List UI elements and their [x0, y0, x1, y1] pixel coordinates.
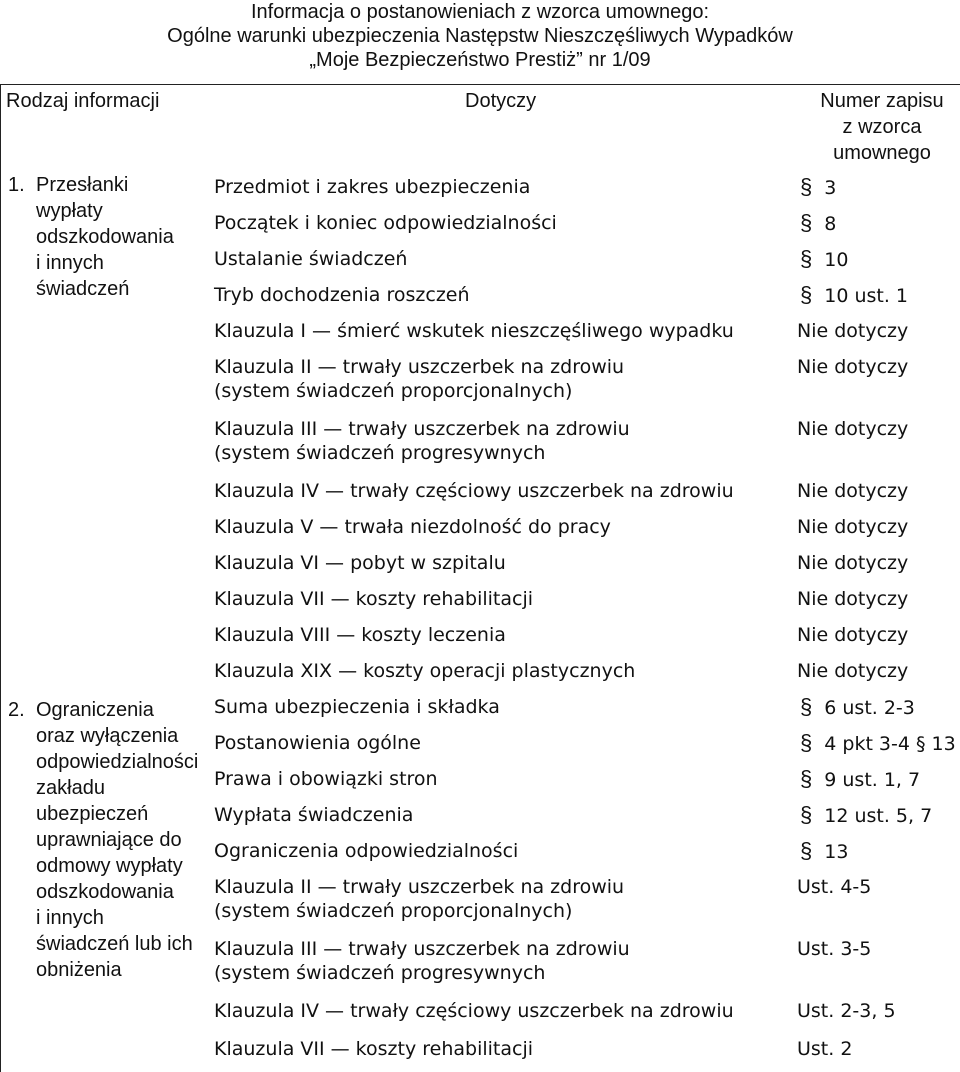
- row-subject-line: Prawa i obowiązki stron: [214, 768, 438, 790]
- row-subject-line: Ograniczenia odpowiedzialności: [214, 840, 519, 862]
- table-row: [0, 996, 960, 1032]
- row-subject-line: Klauzula V — trwała niezdolność do pracy: [214, 516, 611, 538]
- row-subject-line: Postanowienia ogólne: [214, 732, 421, 754]
- row-subject-line: (system świadczeń progresywnych: [214, 442, 546, 464]
- section-title-line: odmowy wypłaty: [36, 855, 183, 877]
- section-sign-icon: §: [800, 246, 813, 271]
- row-subject-line: Ustalanie świadczeń: [214, 248, 408, 270]
- section-title-line: odszkodowania: [36, 881, 174, 903]
- header-record-number-line-1: Numer zapisu: [820, 90, 944, 112]
- row-subject: [214, 587, 533, 611]
- row-reference: [797, 875, 871, 899]
- row-subject: [214, 355, 624, 403]
- section-sign-icon: §: [800, 802, 813, 827]
- document-title: [0, 0, 960, 72]
- row-subject: [214, 839, 518, 863]
- row-subject: [214, 767, 438, 791]
- table-row: [0, 476, 960, 512]
- header-record-number: [812, 88, 952, 166]
- row-subject: [214, 283, 470, 307]
- row-subject-line: (system świadczeń proporcjonalnych): [214, 900, 573, 922]
- row-subject-line: (system świadczeń proporcjonalnych): [214, 380, 573, 402]
- row-subject-line: Klauzula VII — koszty rehabilitacji: [214, 588, 534, 610]
- row-subject: [214, 875, 624, 923]
- table-row: [0, 280, 960, 316]
- section-sign-icon: §: [800, 730, 813, 755]
- section-title-line: uprawniające do: [36, 829, 182, 851]
- row-subject-line: Klauzula III — trwały uszczerbek na zdrowiu: [214, 418, 630, 440]
- reference-value: 8: [824, 213, 837, 235]
- reference-value: 9 ust. 1, 7: [824, 769, 921, 791]
- reference-value: Nie dotyczy: [797, 552, 909, 574]
- section-title-line: Ograniczenia: [36, 699, 154, 721]
- row-subject: [214, 803, 413, 827]
- row-subject-line: Klauzula VI — pobyt w szpitalu: [214, 552, 506, 574]
- table-row: [0, 934, 960, 984]
- section-sign-icon: §: [800, 282, 813, 307]
- row-reference: [800, 803, 932, 828]
- section-sign-icon: §: [800, 694, 813, 719]
- table-row: [0, 728, 960, 764]
- row-subject-line: Tryb dochodzenia roszczeń: [214, 284, 470, 306]
- table-row: [0, 656, 960, 692]
- section-title-line: świadczeń: [36, 278, 130, 300]
- reference-value: 13: [824, 841, 849, 863]
- row-subject-line: Przedmiot i zakres ubezpieczenia: [214, 176, 531, 198]
- header-record-number-line-3: umownego: [833, 142, 931, 164]
- reference-value: Ust. 4-5: [797, 876, 872, 898]
- reference-value: Nie dotyczy: [797, 516, 909, 538]
- reference-value: Ust. 2: [797, 1038, 853, 1060]
- row-subject-line: Wypłata świadczenia: [214, 804, 414, 826]
- row-subject: [214, 479, 734, 503]
- table-row: [0, 620, 960, 656]
- row-subject: [214, 515, 611, 539]
- row-reference: [797, 355, 908, 379]
- title-line-1: Informacja o postanowieniach z wzorca umownego:: [250, 1, 710, 23]
- title-line-2: Ogólne warunki ubezpieczenia Następstw Nieszczęśliwych Wypadków: [167, 25, 793, 47]
- section-sign-icon: §: [800, 838, 813, 863]
- row-subject-line: (system świadczeń progresywnych: [214, 962, 546, 984]
- section-title-line: i innych: [36, 252, 104, 274]
- section-title-line: obniżenia: [36, 959, 122, 981]
- row-subject: [214, 551, 506, 575]
- row-reference: [797, 587, 908, 611]
- reference-value: 12 ust. 5, 7: [824, 805, 933, 827]
- row-reference: [800, 283, 908, 308]
- row-subject-line: Klauzula II — trwały uszczerbek na zdrowiu: [214, 356, 625, 378]
- section-sign-icon: §: [800, 174, 813, 199]
- row-reference: [800, 767, 920, 792]
- reference-value: 10 ust. 1: [824, 285, 909, 307]
- section-title-line: i innych: [36, 907, 104, 929]
- row-subject: [214, 731, 421, 755]
- row-subject-line: Suma ubezpieczenia i składka: [214, 696, 500, 718]
- section-title-line: odpowiedzialności: [36, 751, 199, 773]
- row-subject: [214, 211, 557, 235]
- table-row: [0, 414, 960, 464]
- section-title-line: oraz wyłączenia: [36, 725, 179, 747]
- row-subject: [214, 623, 506, 647]
- row-reference: [797, 1037, 852, 1061]
- reference-value: 6 ust. 2-3: [824, 697, 915, 719]
- section-title-line: ubezpieczeń: [36, 803, 149, 825]
- table-row: [0, 836, 960, 872]
- section-number: 2.: [8, 699, 25, 721]
- section-title-line: świadczeń lub ich: [36, 933, 193, 955]
- table-row: [0, 352, 960, 402]
- row-reference: [797, 937, 871, 961]
- reference-value: Nie dotyczy: [797, 660, 909, 682]
- row-reference: [800, 175, 836, 200]
- row-reference: [797, 417, 908, 441]
- row-subject-line: Klauzula I — śmierć wskutek nieszczęśliwego wypadku: [214, 320, 734, 342]
- row-subject: [214, 1037, 533, 1061]
- row-subject-line: Klauzula VIII — koszty leczenia: [214, 624, 506, 646]
- table-row: [0, 1034, 960, 1070]
- reference-value: Nie dotyczy: [797, 418, 909, 440]
- row-subject-line: Klauzula IV — trwały częściowy uszczerbek na zdrowiu: [214, 480, 734, 502]
- row-subject: [214, 417, 630, 465]
- reference-value: Nie dotyczy: [797, 356, 909, 378]
- row-reference: [800, 247, 848, 272]
- row-reference: [800, 839, 848, 864]
- table-row: [0, 548, 960, 584]
- reference-value: Ust. 3-5: [797, 938, 872, 960]
- table-row: [0, 208, 960, 244]
- section-sign-icon: §: [800, 210, 813, 235]
- title-line-3: „Moje Bezpieczeństwo Prestiż” nr 1/09: [309, 49, 651, 71]
- row-subject: [214, 175, 530, 199]
- row-reference: [797, 515, 908, 539]
- section-number: 1.: [8, 174, 25, 196]
- row-subject-line: Klauzula III — trwały uszczerbek na zdrowiu: [214, 938, 630, 960]
- section-title-line: Przesłanki: [36, 174, 129, 196]
- table-row: [0, 244, 960, 280]
- reference-value: Nie dotyczy: [797, 480, 909, 502]
- table-row: [0, 764, 960, 800]
- table-row: [0, 512, 960, 548]
- row-reference: [800, 731, 956, 756]
- row-reference: [797, 999, 896, 1023]
- section-title-line: odszkodowania: [36, 226, 174, 248]
- row-subject-line: Klauzula XIX — koszty operacji plastycznych: [214, 660, 636, 682]
- reference-value: 10: [824, 249, 849, 271]
- table-row: [0, 800, 960, 836]
- reference-value: Ust. 2-3, 5: [797, 1000, 896, 1022]
- row-subject-line: Klauzula II — trwały uszczerbek na zdrowiu: [214, 876, 625, 898]
- section-title-line: zakładu: [36, 777, 105, 799]
- table-row: [0, 692, 960, 728]
- header-type-of-information: Rodzaj informacji: [6, 90, 160, 112]
- row-subject-line: Początek i koniec odpowiedzialności: [214, 212, 557, 234]
- reference-value: Nie dotyczy: [797, 624, 909, 646]
- table-row: [0, 316, 960, 352]
- row-reference: [797, 551, 908, 575]
- row-subject: [214, 247, 407, 271]
- reference-value: 4 pkt 3-4 § 13: [824, 733, 956, 755]
- row-subject: [214, 695, 500, 719]
- reference-value: Nie dotyczy: [797, 588, 909, 610]
- row-reference: [797, 659, 908, 683]
- row-reference: [797, 479, 908, 503]
- header-concerns: Dotyczy: [465, 90, 537, 112]
- row-subject: [214, 319, 734, 343]
- header-record-number-line-2: z wzorca: [842, 116, 922, 138]
- row-reference: [800, 695, 915, 720]
- row-subject: [214, 659, 635, 683]
- row-subject: [214, 999, 734, 1023]
- row-subject: [214, 937, 630, 985]
- section-title-line: wypłaty: [36, 200, 103, 222]
- table-row: [0, 172, 960, 208]
- row-subject-line: Klauzula IV — trwały częściowy uszczerbek na zdrowiu: [214, 1000, 734, 1022]
- section-sign-icon: §: [800, 766, 813, 791]
- reference-value: 3: [824, 177, 837, 199]
- row-reference: [797, 623, 908, 647]
- reference-value: Nie dotyczy: [797, 320, 909, 342]
- table-row: [0, 584, 960, 620]
- row-reference: [797, 319, 908, 343]
- row-subject-line: Klauzula VII — koszty rehabilitacji: [214, 1038, 534, 1060]
- row-reference: [800, 211, 836, 236]
